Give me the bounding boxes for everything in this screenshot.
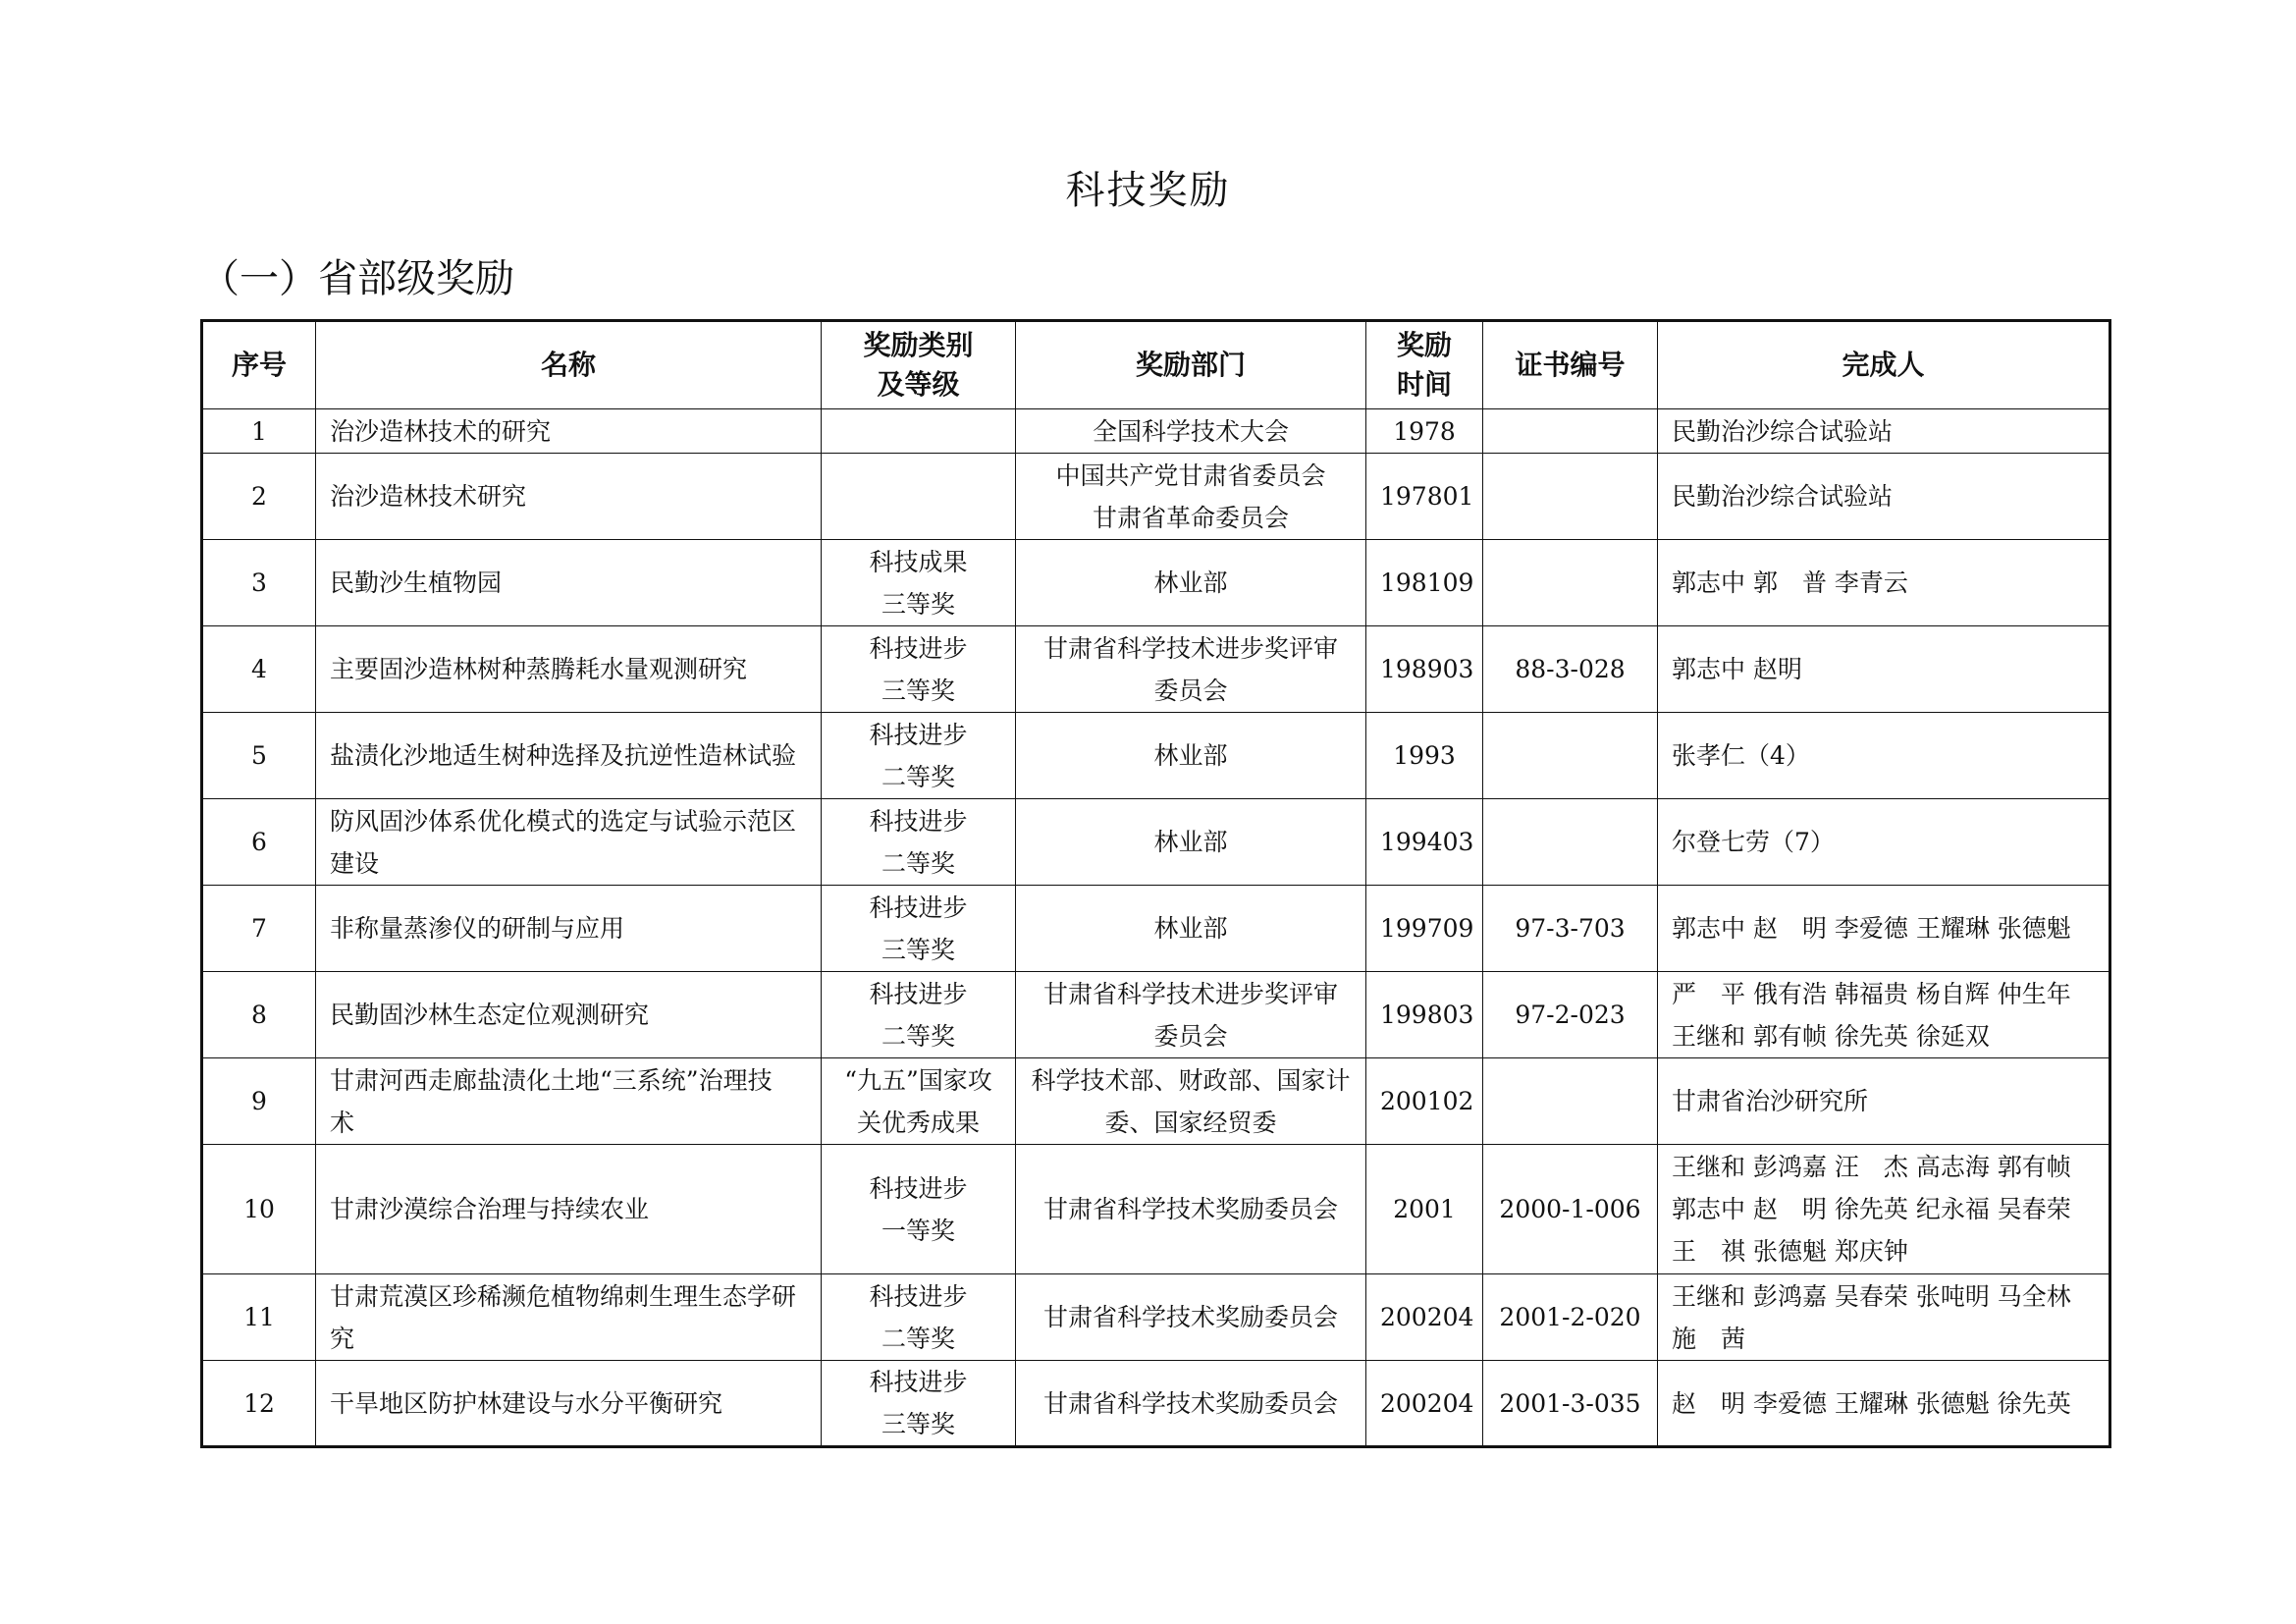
section-title: （一）省部级奖励: [200, 256, 514, 301]
table-row: [202, 1145, 2110, 1274]
cell-cert: 97-2-023: [1483, 972, 1658, 1058]
cell-seq: 10: [202, 1145, 316, 1274]
table-row: [202, 1274, 2110, 1361]
cell-dept: 甘肃省科学技术进步奖评审 委员会: [1016, 972, 1366, 1058]
cell-category: 科技成果 三等奖: [822, 540, 1016, 626]
cell-time: 199709: [1366, 886, 1483, 972]
table-header-row: [202, 321, 2110, 409]
table-row: [202, 713, 2110, 799]
cell-category: [822, 454, 1016, 540]
cell-cert: 2001-2-020: [1483, 1274, 1658, 1361]
cell-category: 科技进步 三等奖: [822, 886, 1016, 972]
cell-category: [822, 409, 1016, 454]
cell-people: 王继和 彭鸿嘉 汪 杰 高志海 郭有帧 郭志中 赵 明 徐先英 纪永福 吴春荣 王 祺 张德魁 郑庆钟: [1658, 1145, 2110, 1274]
cell-name: 非称量蒸渗仪的研制与应用: [316, 886, 822, 972]
header-people: 完成人: [1658, 321, 2110, 409]
table-row: [202, 1361, 2110, 1447]
cell-cert: [1483, 409, 1658, 454]
cell-seq: 5: [202, 713, 316, 799]
cell-category: 科技进步 一等奖: [822, 1145, 1016, 1274]
cell-category: 科技进步 二等奖: [822, 1274, 1016, 1361]
header-category: 奖励类别 及等级: [822, 321, 1016, 409]
table-row: [202, 1058, 2110, 1145]
cell-dept: 科学技术部、财政部、国家计 委、国家经贸委: [1016, 1058, 1366, 1145]
cell-people: 赵 明 李爱德 王耀琳 张德魁 徐先英: [1658, 1361, 2110, 1447]
cell-name: 主要固沙造林树种蒸腾耗水量观测研究: [316, 626, 822, 713]
cell-dept: 林业部: [1016, 886, 1366, 972]
cell-seq: 12: [202, 1361, 316, 1447]
table-row: [202, 454, 2110, 540]
cell-name: 盐渍化沙地适生树种选择及抗逆性造林试验: [316, 713, 822, 799]
cell-people: 民勤治沙综合试验站: [1658, 454, 2110, 540]
cell-seq: 11: [202, 1274, 316, 1361]
cell-seq: 6: [202, 799, 316, 886]
cell-people: 郭志中 赵明: [1658, 626, 2110, 713]
cell-people: 民勤治沙综合试验站: [1658, 409, 2110, 454]
cell-cert: 97-3-703: [1483, 886, 1658, 972]
cell-cert: [1483, 799, 1658, 886]
cell-dept: 甘肃省科学技术奖励委员会: [1016, 1274, 1366, 1361]
cell-cert: [1483, 1058, 1658, 1145]
cell-seq: 8: [202, 972, 316, 1058]
cell-dept: 林业部: [1016, 713, 1366, 799]
cell-name: 干旱地区防护林建设与水分平衡研究: [316, 1361, 822, 1447]
cell-time: 199403: [1366, 799, 1483, 886]
header-cert: 证书编号: [1483, 321, 1658, 409]
cell-name: 防风固沙体系优化模式的选定与试验示范区 建设: [316, 799, 822, 886]
cell-dept: 甘肃省科学技术进步奖评审 委员会: [1016, 626, 1366, 713]
cell-cert: [1483, 454, 1658, 540]
cell-seq: 9: [202, 1058, 316, 1145]
cell-seq: 2: [202, 454, 316, 540]
cell-time: 200204: [1366, 1274, 1483, 1361]
cell-time: 197801: [1366, 454, 1483, 540]
cell-name: 民勤沙生植物园: [316, 540, 822, 626]
cell-category: 科技进步 三等奖: [822, 626, 1016, 713]
cell-cert: [1483, 713, 1658, 799]
cell-dept: 林业部: [1016, 799, 1366, 886]
cell-cert: 88-3-028: [1483, 626, 1658, 713]
cell-cert: 2001-3-035: [1483, 1361, 1658, 1447]
cell-dept: 甘肃省科学技术奖励委员会: [1016, 1361, 1366, 1447]
cell-name: 甘肃沙漠综合治理与持续农业: [316, 1145, 822, 1274]
cell-seq: 3: [202, 540, 316, 626]
cell-people: 尔登七劳（7）: [1658, 799, 2110, 886]
cell-time: 199803: [1366, 972, 1483, 1058]
table-row: [202, 540, 2110, 626]
cell-category: 科技进步 二等奖: [822, 972, 1016, 1058]
cell-people: 张孝仁（4）: [1658, 713, 2110, 799]
cell-time: 2001: [1366, 1145, 1483, 1274]
header-name: 名称: [316, 321, 822, 409]
cell-people: 郭志中 赵 明 李爱德 王耀琳 张德魁: [1658, 886, 2110, 972]
table-row: [202, 626, 2110, 713]
page-title: 科技奖励: [1065, 168, 1231, 213]
cell-dept: 全国科学技术大会: [1016, 409, 1366, 454]
cell-name: 甘肃荒漠区珍稀濒危植物绵刺生理生态学研 究: [316, 1274, 822, 1361]
cell-time: 200102: [1366, 1058, 1483, 1145]
cell-people: 郭志中 郭 普 李青云: [1658, 540, 2110, 626]
table-row: [202, 409, 2110, 454]
cell-time: 198109: [1366, 540, 1483, 626]
cell-time: 200204: [1366, 1361, 1483, 1447]
cell-time: 1993: [1366, 713, 1483, 799]
cell-time: 1978: [1366, 409, 1483, 454]
header-dept: 奖励部门: [1016, 321, 1366, 409]
cell-dept: 中国共产党甘肃省委员会 甘肃省革命委员会: [1016, 454, 1366, 540]
cell-dept: 林业部: [1016, 540, 1366, 626]
cell-people: 甘肃省治沙研究所: [1658, 1058, 2110, 1145]
cell-cert: 2000-1-006: [1483, 1145, 1658, 1274]
cell-name: 治沙造林技术的研究: [316, 409, 822, 454]
cell-seq: 1: [202, 409, 316, 454]
awards-table: [200, 319, 2111, 1448]
table-row: [202, 886, 2110, 972]
cell-category: 科技进步 三等奖: [822, 1361, 1016, 1447]
cell-time: 198903: [1366, 626, 1483, 713]
cell-people: 王继和 彭鸿嘉 吴春荣 张吨明 马全林 施 茜: [1658, 1274, 2110, 1361]
cell-seq: 7: [202, 886, 316, 972]
cell-people: 严 平 俄有浩 韩福贵 杨自辉 仲生年 王继和 郭有帧 徐先英 徐延双: [1658, 972, 2110, 1058]
cell-name: 治沙造林技术研究: [316, 454, 822, 540]
cell-name: 甘肃河西走廊盐渍化土地“三系统”治理技 术: [316, 1058, 822, 1145]
cell-dept: 甘肃省科学技术奖励委员会: [1016, 1145, 1366, 1274]
cell-seq: 4: [202, 626, 316, 713]
cell-cert: [1483, 540, 1658, 626]
header-seq: 序号: [202, 321, 316, 409]
table-row: [202, 799, 2110, 886]
cell-category: 科技进步 二等奖: [822, 713, 1016, 799]
cell-category: “九五”国家攻 关优秀成果: [822, 1058, 1016, 1145]
header-time: 奖励 时间: [1366, 321, 1483, 409]
cell-category: 科技进步 二等奖: [822, 799, 1016, 886]
table-row: [202, 972, 2110, 1058]
cell-name: 民勤固沙林生态定位观测研究: [316, 972, 822, 1058]
